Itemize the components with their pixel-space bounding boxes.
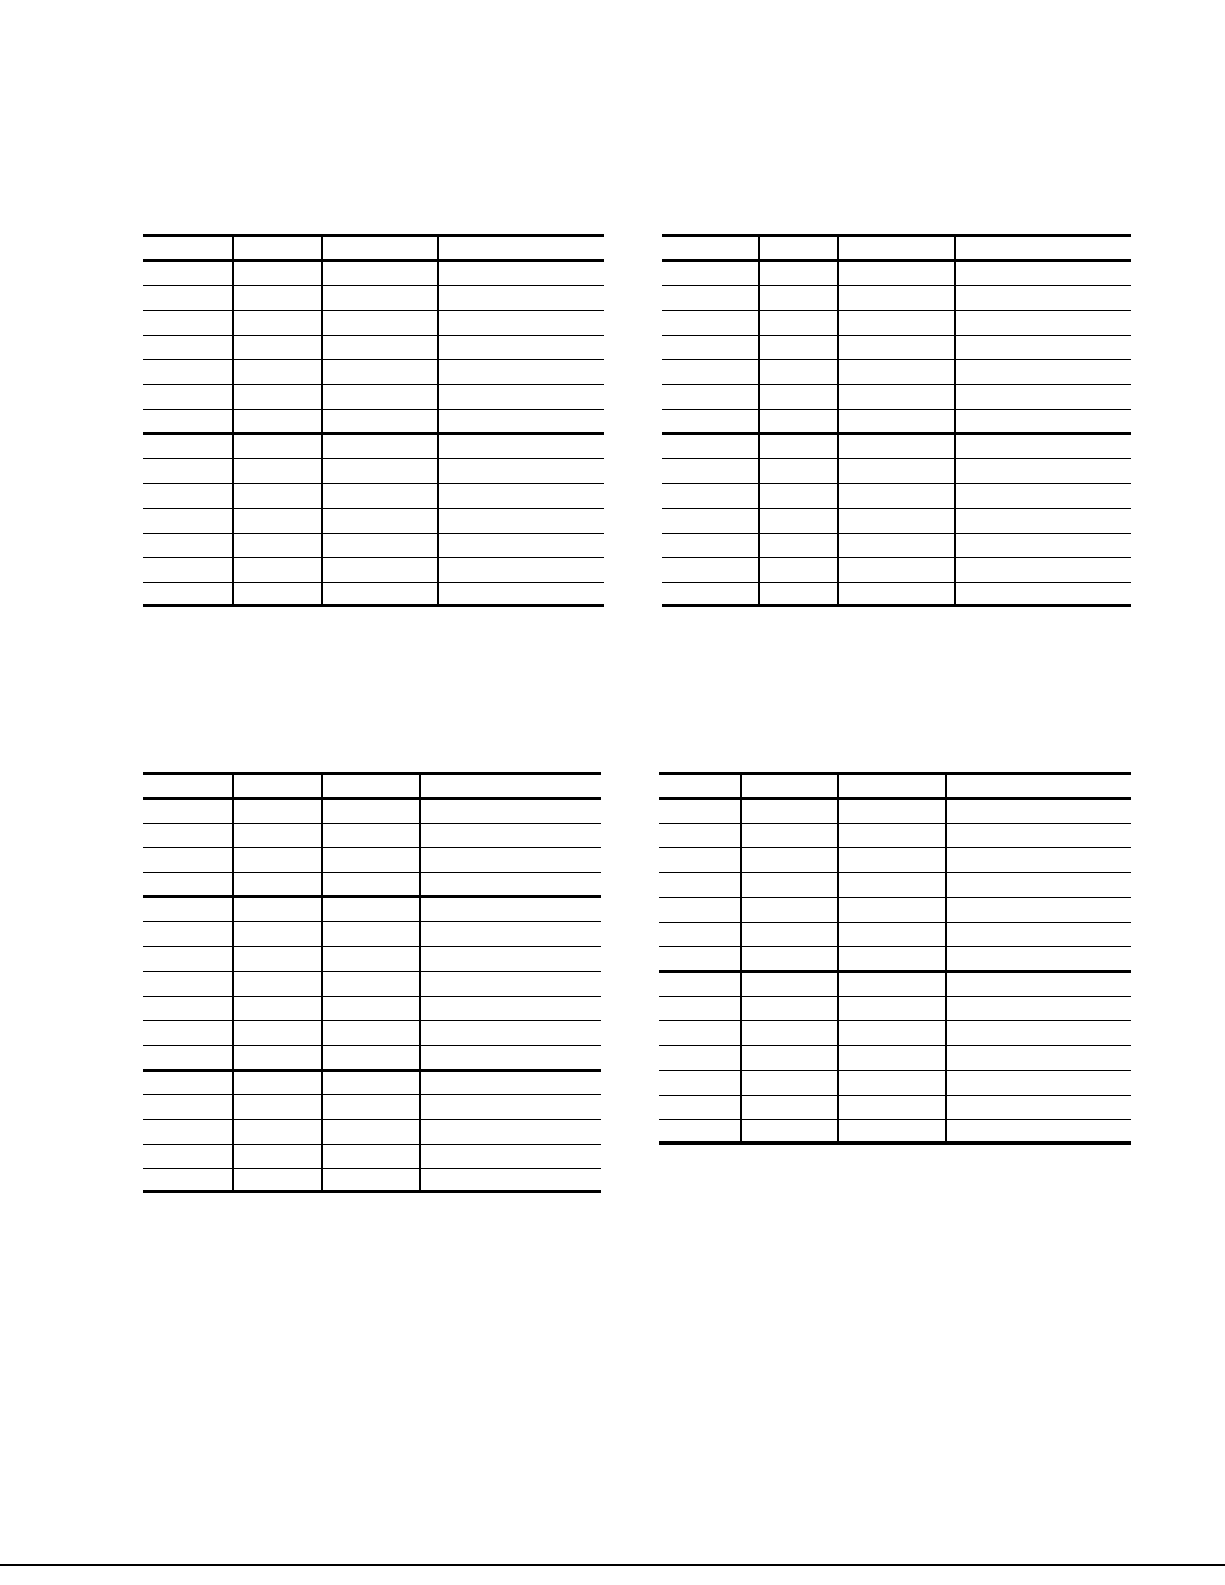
- table-bottom-left-column-divider-1: [321, 772, 323, 1193]
- table-top-right-rule-12: [662, 533, 1131, 534]
- table-bottom-left-column-divider-0: [232, 772, 234, 1193]
- table-bottom-right-rule-6: [659, 922, 1131, 923]
- table-top-right-rule-4: [662, 335, 1131, 336]
- table-top-left-rule-0: [143, 234, 604, 237]
- table-bottom-left-rule-17: [143, 1190, 601, 1193]
- table-bottom-left-rule-9: [143, 996, 601, 997]
- table-top-right-rule-11: [662, 508, 1131, 509]
- table-bottom-left-rule-15: [143, 1144, 601, 1145]
- table-bottom-right-column-divider-0: [740, 772, 742, 1145]
- table-bottom-right-rule-14: [659, 1119, 1131, 1120]
- table-bottom-right-rule-15: [659, 1141, 1131, 1145]
- table-top-left-rule-4: [143, 335, 604, 336]
- table-bottom-right-column-divider-2: [945, 772, 947, 1145]
- table-top-left-column-divider-2: [437, 234, 439, 607]
- table-top-right-rule-10: [662, 483, 1131, 484]
- table-top-right-rule-6: [662, 384, 1131, 385]
- table-top-right-rule-0: [662, 234, 1131, 237]
- table-top-right-rule-15: [662, 604, 1131, 607]
- table-bottom-left-rule-12: [143, 1069, 601, 1072]
- table-bottom-left-rule-2: [143, 823, 601, 824]
- table-bottom-left-rule-5: [143, 895, 601, 898]
- table-top-left-rule-1: [143, 259, 604, 262]
- table-top-left-rule-13: [143, 557, 604, 558]
- table-bottom-left-rule-10: [143, 1020, 601, 1021]
- table-top-left-rule-7: [143, 409, 604, 410]
- table-top-right-rule-9: [662, 458, 1131, 459]
- table-bottom-right-rule-0: [659, 772, 1131, 775]
- table-bottom-right-rule-4: [659, 872, 1131, 873]
- table-top-left-column-divider-1: [321, 234, 323, 607]
- table-bottom-left-rule-4: [143, 872, 601, 873]
- table-bottom-right-rule-2: [659, 823, 1131, 824]
- table-bottom-right-rule-9: [659, 996, 1131, 997]
- table-top-left-rule-11: [143, 508, 604, 509]
- footer-rule: [0, 1564, 1225, 1566]
- table-bottom-left-rule-14: [143, 1119, 601, 1120]
- table-top-right-rule-14: [662, 582, 1131, 583]
- table-bottom-left-rule-1: [143, 797, 601, 800]
- table-bottom-right-column-divider-1: [837, 772, 839, 1145]
- table-top-left-rule-2: [143, 285, 604, 286]
- table-top-left-rule-9: [143, 458, 604, 459]
- table-top-right-rule-3: [662, 310, 1131, 311]
- table-top-right-rule-7: [662, 409, 1131, 410]
- table-bottom-right-rule-8: [659, 970, 1131, 973]
- table-bottom-right-rule-5: [659, 897, 1131, 898]
- table-top-left-rule-10: [143, 483, 604, 484]
- table-bottom-left-rule-11: [143, 1045, 601, 1046]
- table-bottom-left-rule-6: [143, 921, 601, 922]
- table-top-left-rule-12: [143, 533, 604, 534]
- table-top-right-column-divider-0: [758, 234, 760, 607]
- table-bottom-right-rule-1: [659, 797, 1131, 800]
- table-top-right-rule-13: [662, 557, 1131, 558]
- table-bottom-left-rule-0: [143, 772, 601, 775]
- table-top-right-rule-2: [662, 285, 1131, 286]
- table-top-left-rule-5: [143, 359, 604, 360]
- table-top-right-rule-5: [662, 359, 1131, 360]
- table-bottom-right-rule-3: [659, 847, 1131, 848]
- table-top-right-rule-8: [662, 432, 1131, 435]
- table-bottom-right-rule-10: [659, 1020, 1131, 1021]
- table-bottom-right-rule-13: [659, 1095, 1131, 1096]
- table-bottom-right-rule-12: [659, 1070, 1131, 1071]
- table-bottom-right-rule-7: [659, 946, 1131, 947]
- table-top-right-column-divider-2: [954, 234, 956, 607]
- table-bottom-left-rule-16: [143, 1168, 601, 1169]
- table-bottom-left-column-divider-2: [419, 772, 421, 1193]
- table-bottom-left-rule-8: [143, 971, 601, 972]
- table-top-left-rule-15: [143, 604, 604, 607]
- table-top-left-rule-8: [143, 432, 604, 435]
- table-bottom-right-rule-11: [659, 1045, 1131, 1046]
- table-top-right-column-divider-1: [837, 234, 839, 607]
- table-top-left-rule-14: [143, 582, 604, 583]
- table-bottom-left-rule-13: [143, 1094, 601, 1095]
- table-bottom-left-rule-7: [143, 946, 601, 947]
- table-top-left-column-divider-0: [232, 234, 234, 607]
- table-top-left-rule-3: [143, 310, 604, 311]
- table-top-left-rule-6: [143, 384, 604, 385]
- table-top-right-rule-1: [662, 259, 1131, 262]
- table-bottom-left-rule-3: [143, 847, 601, 848]
